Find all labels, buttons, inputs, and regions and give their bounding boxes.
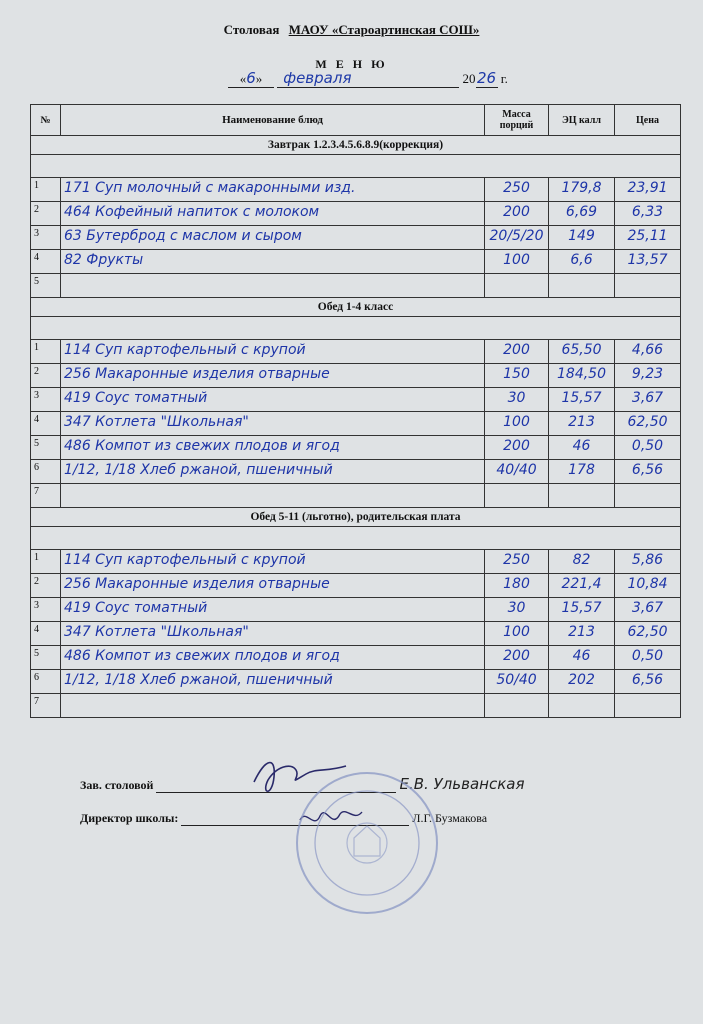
row-number: 4 [31,250,61,274]
table-row [31,670,681,694]
table-row [31,436,681,460]
row-number: 2 [31,202,61,226]
energy-value: 213 [549,622,615,646]
price: 3,67 [615,598,681,622]
col-dish-name: Наименование блюд [61,105,485,136]
section-title: Завтрак 1.2.3.4.5.6.8.9(коррекция) [31,136,681,155]
row-number: 5 [31,646,61,670]
portion-mass: 30 [485,598,549,622]
table-row [31,388,681,412]
close-quote: » [255,71,263,86]
table-row [31,250,681,274]
dish-name [61,694,485,718]
dish-name: 464 Кофейный напиток с молоком [61,202,485,226]
portion-mass: 250 [485,178,549,202]
portion-mass: 100 [485,412,549,436]
row-number: 5 [31,436,61,460]
portion-mass: 200 [485,436,549,460]
price: 5,86 [615,550,681,574]
energy-value: 65,50 [549,340,615,364]
price: 0,50 [615,646,681,670]
energy-value: 221,4 [549,574,615,598]
portion-mass: 150 [485,364,549,388]
row-number: 2 [31,364,61,388]
table-row [31,622,681,646]
energy-value [549,274,615,298]
col-kcal: ЭЦ калл [549,105,615,136]
price: 0,50 [615,436,681,460]
energy-value: 46 [549,436,615,460]
energy-value: 202 [549,670,615,694]
year-unit: г. [500,71,508,86]
date-month: февраля [283,69,352,87]
director-name: Л.Г. Бузмакова [412,811,488,825]
section-title: Обед 5-11 (льготно), родительская плата [31,508,681,527]
price: 23,91 [615,178,681,202]
table-row [31,340,681,364]
row-number: 6 [31,670,61,694]
school-seal-stamp [292,768,442,918]
director-label: Директор школы: [80,811,179,825]
row-number: 1 [31,340,61,364]
energy-value: 15,57 [549,598,615,622]
dish-name: 63 Бутерброд с маслом и сыром [61,226,485,250]
table-row [31,202,681,226]
dish-name: 256 Макаронные изделия отварные [61,364,485,388]
date-year-field [476,69,498,88]
open-quote: « [239,71,247,86]
row-number: 4 [31,412,61,436]
head-name: Е.В. Ульванская [399,775,525,793]
portion-mass: 200 [485,202,549,226]
dish-name: 347 Котлета "Школьная" [61,412,485,436]
row-number: 3 [31,598,61,622]
menu-table-body [31,136,681,718]
energy-value [549,484,615,508]
row-number: 5 [31,274,61,298]
row-number: 1 [31,550,61,574]
row-number: 4 [31,622,61,646]
row-number: 3 [31,388,61,412]
price [615,694,681,718]
section-spacer-cell [31,155,681,178]
section-spacer-row [31,527,681,550]
dish-name: 1/12, 1/18 Хлеб ржаной, пшеничный [61,460,485,484]
energy-value: 6,69 [549,202,615,226]
menu-title: М Е Н Ю [315,57,388,71]
portion-mass: 200 [485,646,549,670]
price: 13,57 [615,250,681,274]
table-row [31,598,681,622]
portion-mass: 100 [485,622,549,646]
table-row [31,364,681,388]
canteen-label: Столовая [223,22,280,37]
section-spacer-row [31,155,681,178]
table-row [31,412,681,436]
dish-name: 1/12, 1/18 Хлеб ржаной, пшеничный [61,670,485,694]
portion-mass: 20/5/20 [485,226,549,250]
table-row [31,178,681,202]
school-name: МАОУ «Староартинская СОШ» [288,22,480,37]
table-row [31,574,681,598]
row-number: 2 [31,574,61,598]
section-header-row [31,508,681,527]
price: 6,33 [615,202,681,226]
price: 6,56 [615,670,681,694]
price: 10,84 [615,574,681,598]
portion-mass: 50/40 [485,670,549,694]
price: 25,11 [615,226,681,250]
section-header-row [31,136,681,155]
energy-value: 46 [549,646,615,670]
table-row [31,646,681,670]
dish-name: 114 Суп картофельный с крупой [61,340,485,364]
portion-mass: 200 [485,340,549,364]
date-day-field [228,69,274,88]
row-number: 6 [31,460,61,484]
table-row [31,274,681,298]
portion-mass: 40/40 [485,460,549,484]
row-number: 7 [31,484,61,508]
energy-value: 213 [549,412,615,436]
energy-value: 178 [549,460,615,484]
dish-name: 347 Котлета "Школьная" [61,622,485,646]
energy-value: 15,57 [549,388,615,412]
portion-mass: 100 [485,250,549,274]
energy-value: 179,8 [549,178,615,202]
portion-mass [485,484,549,508]
date-month-field [277,69,459,88]
col-number: № [31,105,61,136]
price: 3,67 [615,388,681,412]
dish-name: 256 Макаронные изделия отварные [61,574,485,598]
price: 9,23 [615,364,681,388]
section-spacer-cell [31,527,681,550]
dish-name: 419 Соус томатный [61,598,485,622]
table-row [31,460,681,484]
dish-name: 114 Суп картофельный с крупой [61,550,485,574]
portion-mass: 180 [485,574,549,598]
date-day: 6 [246,69,256,87]
section-header-row [31,298,681,317]
price: 4,66 [615,340,681,364]
document-header [0,22,703,38]
menu-date [228,69,508,88]
table-row [31,550,681,574]
head-label: Зав. столовой [80,778,154,792]
price [615,274,681,298]
energy-value: 6,6 [549,250,615,274]
section-title: Обед 1-4 класс [31,298,681,317]
row-number: 7 [31,694,61,718]
date-year-prefix: 20 [462,71,476,86]
energy-value: 184,50 [549,364,615,388]
col-price: Цена [615,105,681,136]
portion-mass [485,274,549,298]
dish-name: 486 Компот из свежих плодов и ягод [61,436,485,460]
energy-value: 82 [549,550,615,574]
table-row [31,484,681,508]
price: 62,50 [615,622,681,646]
date-year: 26 [476,69,497,87]
energy-value [549,694,615,718]
row-number: 3 [31,226,61,250]
dish-name: 82 Фрукты [61,250,485,274]
col-mass: Масса порций [485,105,549,136]
price: 62,50 [615,412,681,436]
table-row [31,694,681,718]
price: 6,56 [615,460,681,484]
portion-mass [485,694,549,718]
menu-table [30,104,681,718]
price [615,484,681,508]
section-spacer-cell [31,317,681,340]
dish-name: 171 Суп молочный с макаронными изд. [61,178,485,202]
portion-mass: 250 [485,550,549,574]
table-row [31,226,681,250]
dish-name: 486 Компот из свежих плодов и ягод [61,646,485,670]
dish-name: 419 Соус томатный [61,388,485,412]
dish-name [61,484,485,508]
energy-value: 149 [549,226,615,250]
portion-mass: 30 [485,388,549,412]
table-header-row [31,105,681,136]
row-number: 1 [31,178,61,202]
dish-name [61,274,485,298]
section-spacer-row [31,317,681,340]
